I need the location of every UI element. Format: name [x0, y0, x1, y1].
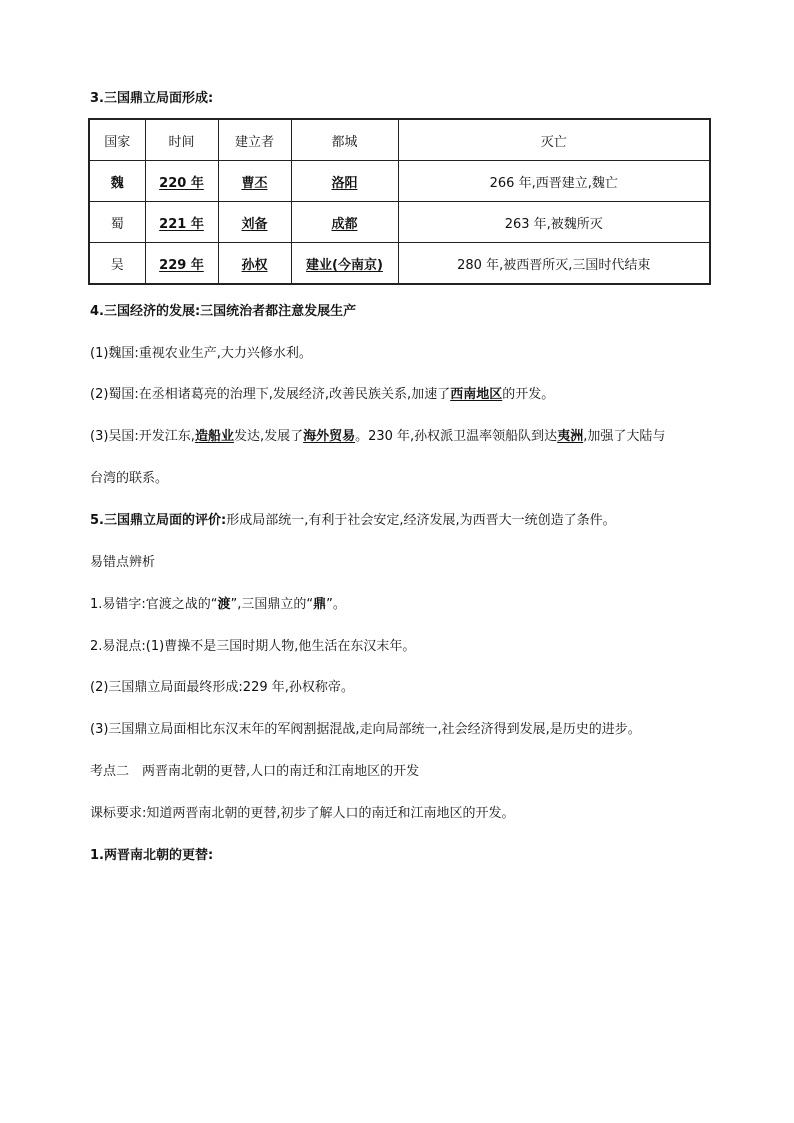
header-cell: 建立者 — [218, 119, 291, 161]
cell-founder: 孙权 — [218, 243, 291, 285]
header-cell: 灭亡 — [398, 119, 710, 161]
cell-fall: 280 年,被西晋所灭,三国时代结束 — [398, 243, 710, 285]
three-kingdoms-table — [88, 118, 711, 285]
table-row — [89, 161, 710, 202]
section-5-title: 5.三国鼎立局面的评价: — [90, 513, 227, 528]
cell-state: 魏 — [89, 161, 145, 202]
section-4-item-1: (1)魏国:重视农业生产,大力兴修水利。 — [90, 346, 312, 361]
keyword: 西南地区 — [450, 387, 503, 402]
section-4-item-2: (2)蜀国:在丞相诸葛亮的治理下,发展经济,改善民族关系,加速了西南地区的开发。 — [90, 387, 555, 402]
cell-state: 吴 — [89, 243, 145, 285]
table-row — [89, 202, 710, 243]
cell-capital: 洛阳 — [291, 161, 398, 202]
cell-year: 229 年 — [145, 243, 218, 285]
cell-founder: 刘备 — [218, 202, 291, 243]
cell-fall: 266 年,西晋建立,魏亡 — [398, 161, 710, 202]
section-4-item-3: (3)吴国:开发江东,造船业发达,发展了海外贸易。230 年,孙权派卫温率领船队到达夷洲,加强了大陆与 — [90, 429, 666, 444]
kaodian-2-title: 考点二 两晋南北朝的更替,人口的南迁和江南地区的开发 — [90, 764, 420, 779]
error-item-4: (3)三国鼎立局面相比东汉末年的军阀割据混战,走向局部统一,社会经济得到发展,是历史的进步。 — [90, 722, 641, 737]
errors-heading: 易错点辨析 — [90, 555, 156, 570]
keyword: 海外贸易 — [303, 429, 356, 444]
cell-capital: 建业(今南京) — [291, 243, 398, 285]
header-cell: 国家 — [89, 119, 145, 161]
error-item-3: (2)三国鼎立局面最终形成:229 年,孙权称帝。 — [90, 680, 354, 695]
section-5 — [90, 512, 616, 530]
cell-fall: 263 年,被魏所灭 — [398, 202, 710, 243]
error-item-1: 1.易错字:官渡之战的“渡”,三国鼎立的“鼎”。 — [90, 597, 346, 612]
cell-year: 220 年 — [145, 161, 218, 202]
section-3-title: 3.三国鼎立局面形成: — [90, 91, 214, 106]
cell-founder: 曹丕 — [218, 161, 291, 202]
cell-year: 221 年 — [145, 202, 218, 243]
cell-state: 蜀 — [89, 202, 145, 243]
table-row — [89, 243, 710, 285]
keyword: 渡 — [217, 597, 231, 612]
keyword: 造船业 — [194, 429, 234, 444]
section-4-title: 4.三国经济的发展:三国统治者都注意发展生产 — [90, 304, 357, 319]
section-4-item-3-continued: 台湾的联系。 — [90, 471, 169, 486]
table-header-row — [89, 119, 710, 161]
kaodian-2-requirement: 课标要求:知道两晋南北朝的更替,初步了解人口的南迁和江南地区的开发。 — [90, 806, 515, 821]
error-item-2: 2.易混点:(1)曹操不是三国时期人物,他生活在东汉末年。 — [90, 639, 416, 654]
keyword: 夷洲 — [557, 429, 584, 444]
keyword: 鼎 — [313, 597, 327, 612]
header-cell: 时间 — [145, 119, 218, 161]
cell-capital: 成都 — [291, 202, 398, 243]
kaodian-2-subheading: 1.两晋南北朝的更替: — [90, 848, 214, 863]
header-cell: 都城 — [291, 119, 398, 161]
section-5-text: 形成局部统一,有利于社会安定,经济发展,为西晋大一统创造了条件。 — [226, 513, 616, 528]
